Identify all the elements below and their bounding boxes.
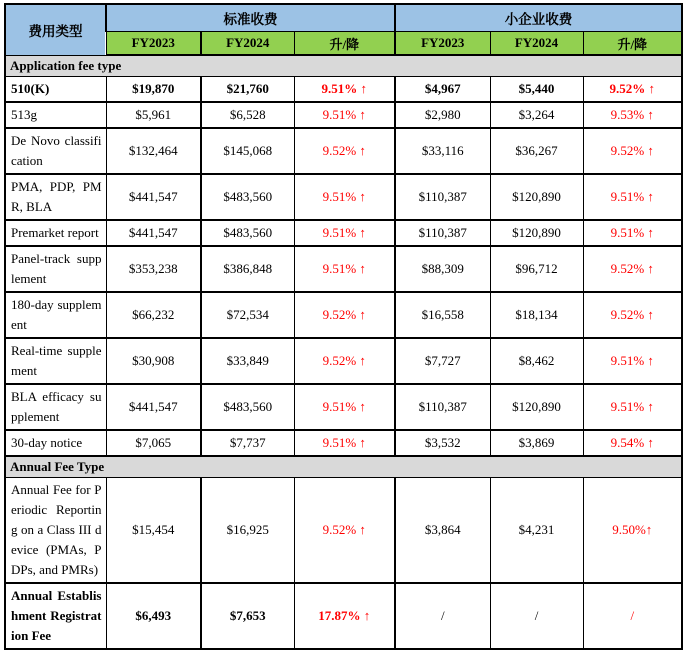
fee-value: $3,532: [395, 430, 490, 456]
change-pct: 17.87% ↑: [294, 583, 395, 649]
table-row: [5, 338, 682, 384]
fee-value: $4,967: [395, 77, 490, 103]
fee-value: $483,560: [201, 174, 294, 220]
change-pct: 9.52% ↑: [294, 338, 395, 384]
fee-type-label: PMA, PDP, PMR, BLA: [5, 174, 106, 220]
fee-value: $18,134: [490, 292, 583, 338]
change-pct: 9.52% ↑: [583, 128, 682, 174]
table-row: [5, 478, 682, 584]
fee-value: $7,653: [201, 583, 294, 649]
fee-value: $2,980: [395, 102, 490, 128]
header-row-groups: [5, 4, 682, 32]
change-pct: 9.52% ↑: [294, 478, 395, 584]
fee-value: $132,464: [106, 128, 201, 174]
fee-value: $441,547: [106, 220, 201, 246]
fee-value: $145,068: [201, 128, 294, 174]
fee-value: $353,238: [106, 246, 201, 292]
fee-value: /: [395, 583, 490, 649]
fee-value: $88,309: [395, 246, 490, 292]
fee-type-label: Panel-track supplement: [5, 246, 106, 292]
fee-value: $7,065: [106, 430, 201, 456]
table-row: [5, 174, 682, 220]
fee-type-label: Annual Establishment Registration Fee: [5, 583, 106, 649]
fee-value: /: [490, 583, 583, 649]
fee-value: $16,558: [395, 292, 490, 338]
fee-value: $30,908: [106, 338, 201, 384]
fy2023-header-standard: FY2023: [106, 32, 201, 56]
fee-type-label: 513g: [5, 102, 106, 128]
change-pct: 9.52% ↑: [583, 292, 682, 338]
change-pct: 9.53% ↑: [583, 102, 682, 128]
change-pct: 9.51% ↑: [294, 220, 395, 246]
fee-type-label: 30-day notice: [5, 430, 106, 456]
table-row: [5, 292, 682, 338]
change-header-small: 升/降: [583, 32, 682, 56]
fy2024-header-standard: FY2024: [201, 32, 294, 56]
section-title: Application fee type: [5, 55, 682, 77]
fee-value: $441,547: [106, 384, 201, 430]
fee-type-column-header: 费用类型: [5, 4, 106, 55]
change-pct: 9.51% ↑: [583, 338, 682, 384]
fee-value: $110,387: [395, 220, 490, 246]
change-pct: 9.51% ↑: [294, 246, 395, 292]
table-row: [5, 246, 682, 292]
fee-type-label: De Novo classification: [5, 128, 106, 174]
fee-value: $19,870: [106, 77, 201, 103]
fee-value: $386,848: [201, 246, 294, 292]
table-row: [5, 220, 682, 246]
section-header-row: [5, 55, 682, 77]
change-pct: 9.52% ↑: [294, 128, 395, 174]
small-business-fee-group-header: 小企业收费: [395, 4, 682, 32]
fee-value: $441,547: [106, 174, 201, 220]
table-row: [5, 77, 682, 103]
fee-value: $5,440: [490, 77, 583, 103]
fee-value: $66,232: [106, 292, 201, 338]
fee-value: $36,267: [490, 128, 583, 174]
fee-value: $72,534: [201, 292, 294, 338]
change-pct: 9.54% ↑: [583, 430, 682, 456]
fee-value: $33,849: [201, 338, 294, 384]
fee-value: $21,760: [201, 77, 294, 103]
fee-value: $16,925: [201, 478, 294, 584]
fee-value: $3,869: [490, 430, 583, 456]
fee-value: $5,961: [106, 102, 201, 128]
table-row: [5, 128, 682, 174]
table-row: [5, 430, 682, 456]
fee-value: $3,864: [395, 478, 490, 584]
change-pct: 9.51% ↑: [294, 77, 395, 103]
table-row: [5, 102, 682, 128]
fee-value: $120,890: [490, 220, 583, 246]
fee-table: [4, 3, 683, 650]
change-pct: 9.50%↑: [583, 478, 682, 584]
change-pct: 9.52% ↑: [294, 292, 395, 338]
fee-value: $110,387: [395, 384, 490, 430]
header-row-columns: [5, 32, 682, 56]
change-pct: 9.51% ↑: [583, 384, 682, 430]
table-body: [5, 55, 682, 649]
fee-value: $483,560: [201, 220, 294, 246]
fee-value: $7,727: [395, 338, 490, 384]
fee-value: $96,712: [490, 246, 583, 292]
fy2024-header-small: FY2024: [490, 32, 583, 56]
change-pct: 9.51% ↑: [294, 384, 395, 430]
fee-value: $6,493: [106, 583, 201, 649]
fee-type-label: 510(K): [5, 77, 106, 103]
fee-type-label: BLA efficacy supplement: [5, 384, 106, 430]
table-row: [5, 583, 682, 649]
fee-value: $3,264: [490, 102, 583, 128]
fee-value: $8,462: [490, 338, 583, 384]
fee-value: $15,454: [106, 478, 201, 584]
section-header-row: [5, 456, 682, 478]
fee-value: $120,890: [490, 384, 583, 430]
change-pct: 9.51% ↑: [294, 430, 395, 456]
change-pct: 9.51% ↑: [583, 220, 682, 246]
fy2023-header-small: FY2023: [395, 32, 490, 56]
change-pct: 9.51% ↑: [294, 102, 395, 128]
fee-value: $483,560: [201, 384, 294, 430]
change-pct: 9.51% ↑: [583, 174, 682, 220]
fee-type-label: Premarket report: [5, 220, 106, 246]
fee-value: $120,890: [490, 174, 583, 220]
fee-type-label: 180-day supplement: [5, 292, 106, 338]
change-pct: 9.51% ↑: [294, 174, 395, 220]
fee-value: $110,387: [395, 174, 490, 220]
fee-type-label: Real-time supplement: [5, 338, 106, 384]
change-header-standard: 升/降: [294, 32, 395, 56]
fee-type-label: Annual Fee for Periodic Reporting on a Class III device (PMAs, PDPs, and PMRs): [5, 478, 106, 584]
standard-fee-group-header: 标准收费: [106, 4, 395, 32]
change-pct: /: [583, 583, 682, 649]
fee-value: $33,116: [395, 128, 490, 174]
fee-value: $4,231: [490, 478, 583, 584]
section-title: Annual Fee Type: [5, 456, 682, 478]
change-pct: 9.52% ↑: [583, 77, 682, 103]
table-row: [5, 384, 682, 430]
fee-value: $6,528: [201, 102, 294, 128]
fee-value: $7,737: [201, 430, 294, 456]
change-pct: 9.52% ↑: [583, 246, 682, 292]
